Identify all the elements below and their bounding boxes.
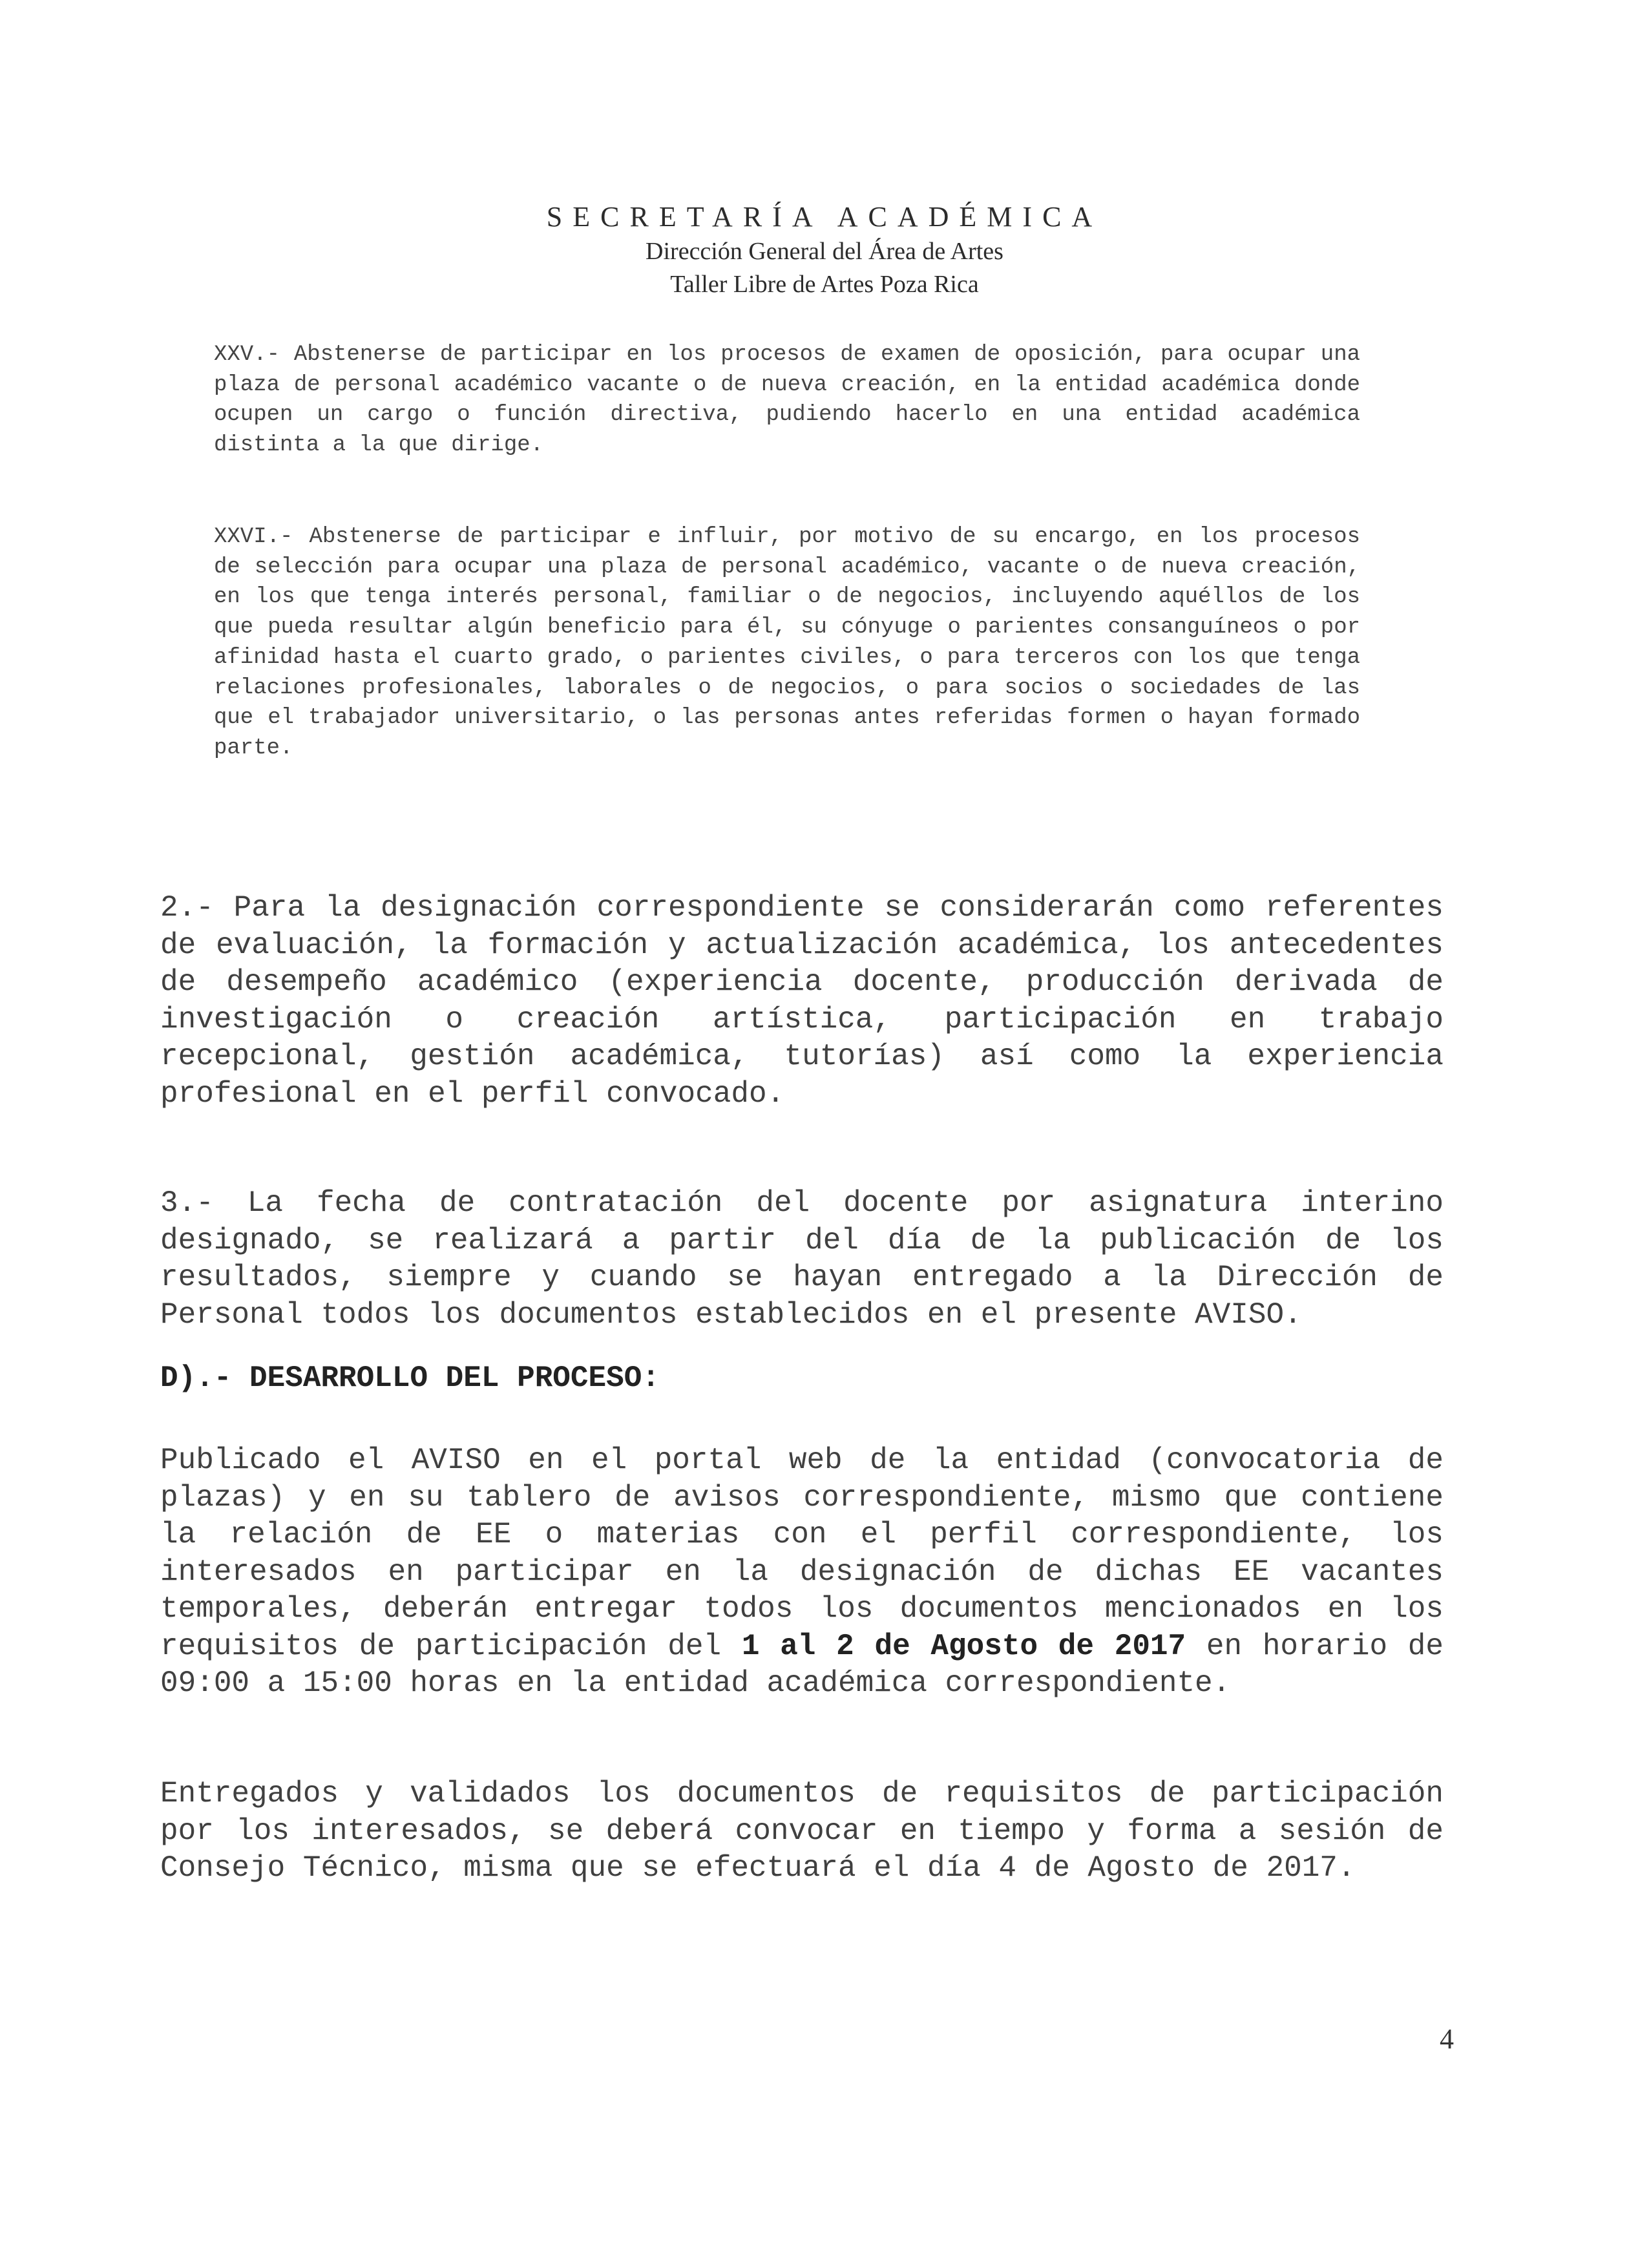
- paragraph-1-text-start: Publicado el AVISO en el portal web de la entidad (convocatoria de plazas) y en su tablero de avisos correspondiente, mismo que contiene la relación de EE o materias con el perfil correspondiente, los interesados en participar en la designación de dichas EE vacantes temporales, deberán entregar todos los documentos mencionados en los requisitos de participación del: [160, 1444, 1444, 1663]
- header-subtitle-taller: Taller Libre de Artes Poza Rica: [670, 271, 979, 298]
- point-2: 2.- Para la designación correspondiente se considerarán como referentes de evaluación, la formación y actualización académica, los antecedentes de desempeño académico (experiencia docente, producción derivada de investigación o creación artística, participación en trabajo recepcional, gestión académica, tutorías) así como la experiencia profesional en el perfil convocado.: [160, 891, 1444, 1111]
- paragraph-1-text-end: en horario de 09:00 a 15:00 horas en la entidad académica correspondiente.: [160, 1629, 1444, 1700]
- section-d-paragraph-2: Entregados y validados los documentos de requisitos de participación por los interesados, se deberá convocar en tiempo y forma a sesión de Consejo Técnico, misma que se efectuará el día 4 de Agosto de 2017.: [160, 1777, 1444, 1885]
- fraction-xxv: XXV.- Abstenerse de participar en los procesos de examen de oposición, para ocupar una plaza de personal académico vacante o de nueva creación, en la entidad académica donde ocupen un cargo o función directiva, pudiendo hacerlo en una entidad académica distinta a la que dirige.: [214, 342, 1360, 458]
- fraction-xxvi: XXVI.- Abstenerse de participar e influir, por motivo de su encargo, en los procesos de selección para ocupar una plaza de personal académico, vacante o de nueva creación, en los que tenga interés personal, familiar o de negocios, incluyendo aquéllos de los que pueda resultar algún beneficio para él, su cónyuge o parientes consanguíneos o por afinidad hasta el cuarto grado, o parientes civiles, o para terceros con los que tenga relaciones profesionales, laborales o de negocios, o para socios o sociedades de las que el trabajador universitario, o las personas antes referidas formen o hayan formado parte.: [214, 525, 1360, 761]
- point-3: 3.- La fecha de contratación del docente por asignatura interino designado, se realizará a partir del día de la publicación de los resultados, siempre y cuando se hayan entregado a la Dirección de Personal todos los documentos establecidos en el presente AVISO.: [160, 1186, 1444, 1332]
- header-title: SECRETARÍA ACADÉMICA: [546, 201, 1103, 233]
- delivery-dates: 1 al 2 de Agosto de 2017: [741, 1629, 1186, 1663]
- page-number: 4: [1440, 2023, 1454, 2055]
- header-subtitle-direccion: Dirección General del Área de Artes: [646, 238, 1003, 265]
- section-d-paragraph-1: [160, 1442, 1444, 1703]
- section-d-heading: D).- DESARROLLO DEL PROCESO:: [160, 1361, 660, 1395]
